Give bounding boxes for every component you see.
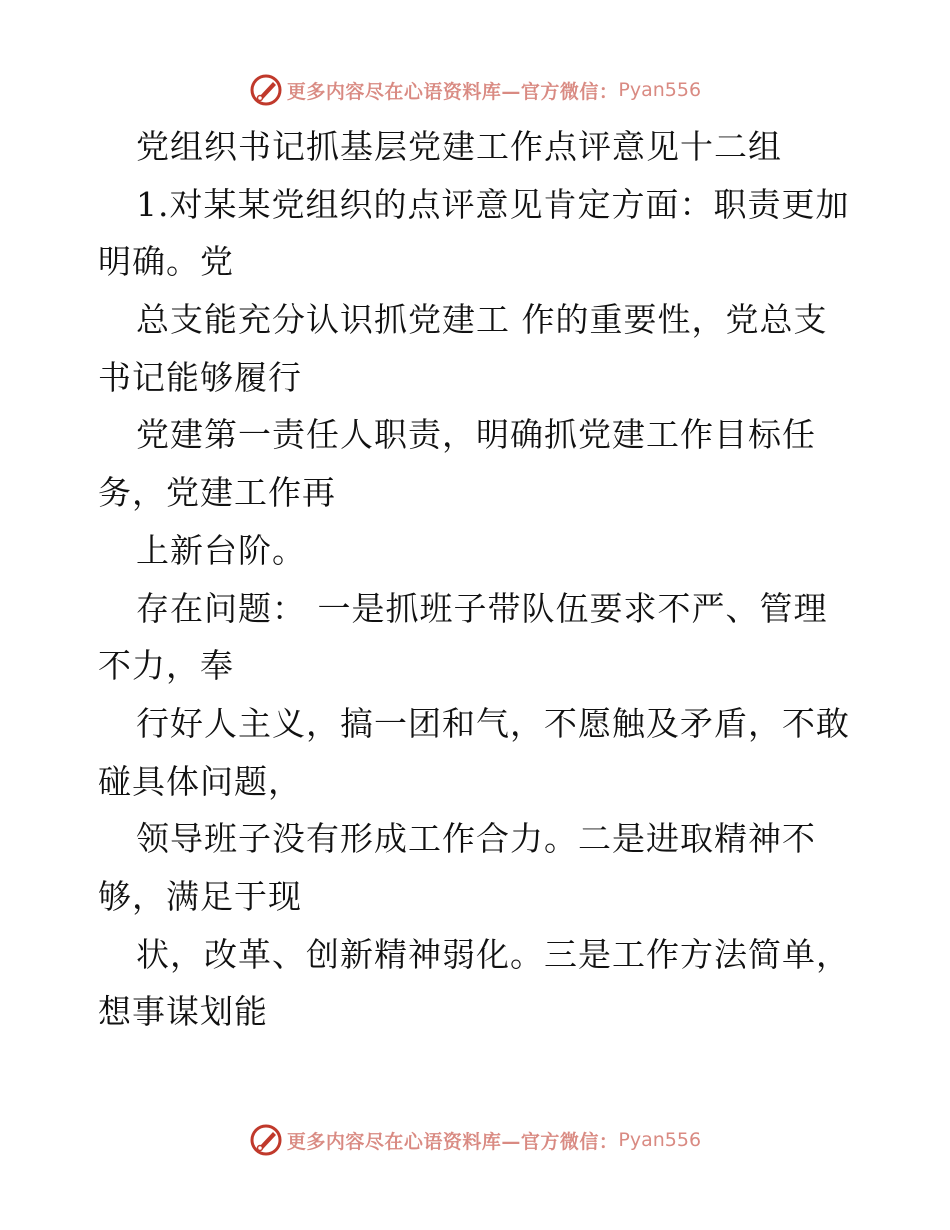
text-line: 明确。党 <box>98 242 234 282</box>
text-line: 领导班子没有形成工作合力。二是进取精神不 <box>136 819 816 859</box>
text-line: 不力，奉 <box>98 646 234 686</box>
banner-wechat-id: Pyan556 <box>618 79 702 101</box>
text-line: 书记能够履行 <box>98 357 302 397</box>
pen-logo-icon <box>249 1123 283 1157</box>
banner-text: 更多内容尽在心语资料库—官方微信： <box>286 80 619 103</box>
text-line: 想事谋划能 <box>98 992 268 1032</box>
banner-text: 更多内容尽在心语资料库—官方微信： <box>286 1130 619 1153</box>
header-banner <box>0 70 950 110</box>
pen-logo-icon <box>249 73 283 107</box>
text-line: 存在问题： 一是抓班子带队伍要求不严、管理 <box>136 588 828 628</box>
text-line: 够，满足于现 <box>98 876 302 916</box>
text-line: 碰具体问题， <box>98 761 302 801</box>
text-line: 1.对某某党组织的点评意见肯定方面：职责更加 <box>136 184 850 224</box>
text-line: 务，党建工作再 <box>98 473 336 513</box>
text-line: 党建第一责任人职责，明确抓党建工作目标任 <box>136 415 816 455</box>
banner-wechat-id: Pyan556 <box>618 1129 702 1151</box>
text-line: 党组织书记抓基层党建工作点评意见十二组 <box>136 127 782 166</box>
text-line: 行好人主义，搞一团和气，不愿触及矛盾，不敢 <box>136 703 850 743</box>
document-body <box>98 118 868 1041</box>
text-line: 状，改革、创新精神弱化。三是工作方法简单， <box>136 934 850 974</box>
text-line: 上新台阶。 <box>136 530 306 570</box>
text-line: 总支能充分认识抓党建工 作的重要性，党总支 <box>136 300 828 340</box>
footer-banner <box>0 1120 950 1160</box>
